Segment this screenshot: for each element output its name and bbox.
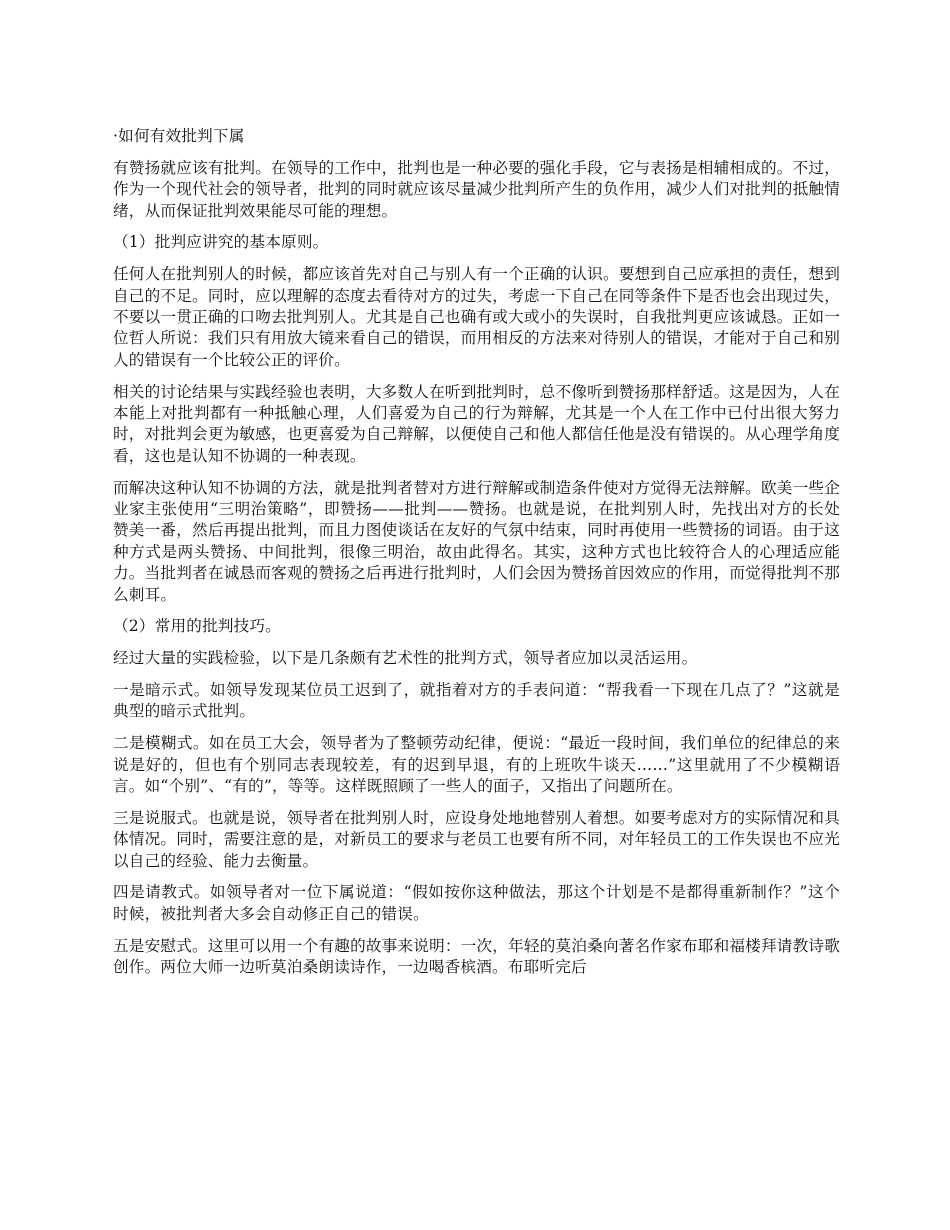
paragraph-principles: 任何人在批判别人的时候，都应该首先对自己与别人有一个正确的认识。要想到自己应承担的责任，想到自己的不足。同时，应以理解的态度去看待对方的过失，考虑一下自己在同等条件下是否也会出现过失，不要以一贯正确的口吻去批判别人。尤其是自己也确有或大或小的失误时，自我批判更应该诚恳。正如一位哲人所说：我们只有用放大镜来看自己的错误，而用相反的方法来对待别人的错误，才能对于自己和别人的错误有一个比较公正的评价。 [113,265,840,369]
paragraph-techniques-intro: 经过大量的实践检验，以下是几条颇有艺术性的批判方式，领导者应加以灵活运用。 [113,649,698,668]
paragraph-intro: 有赞扬就应该有批判。在领导的工作中，批判也是一种必要的强化手段，它与表扬是相辅相成的。不过，作为一个现代社会的领导者，批判的同时就应该尽量减少批判所产生的负作用，减少人们对批判的抵触情绪，从而保证批判效果能尽可能的理想。 [113,158,840,220]
paragraph-vague-style: 二是模糊式。如在员工大会，领导者为了整顿劳动纪律，便说：“最近一段时间，我们单位的纪律总的来说是好的，但也有个别同志表现较差，有的迟到早退，有的上班吹牛谈天……”这里就用了不少模糊语言。如“个别”、“有的”，等等。这样既照顾了一些人的面子，又指出了问题所在。 [113,734,840,796]
paragraph-sandwich-strategy: 而解决这种认知不协调的方法，就是批判者替对方进行辩解或制造条件使对方觉得无法辩解。欧美一些企业家主张使用“三明治策略”，即赞扬——批判——赞扬。也就是说，在批判别人时，先找出对方的长处赞美一番，然后再提出批判，而且力图使谈话在友好的气氛中结束，同时再使用一些赞扬的词语。由于这种方式是两头赞扬、中间批判，很像三明治，故由此得名。其实，这种方式也比较符合人的心理适应能力。当批判者在诚恳而客观的赞扬之后再进行批判时，人们会因为赞扬首因效应的作用，而觉得批判不那么刺耳。 [113,478,840,604]
paragraph-psychology: 相关的讨论结果与实践经验也表明，大多数人在听到批判时，总不像听到赞扬那样舒适。这是因为，人在本能上对批判都有一种抵触心理，人们喜爱为自己的行为辩解，尤其是一个人在工作中已付出很大努力时，对批判会更为敏感，也更喜爱为自己辩解，以便使自己和他人都信任他是没有错误的。从心理学角度看，这也是认知不协调的一种表现。 [113,382,840,465]
paragraph-persuasion-style: 三是说服式。也就是说，领导者在批判别人时，应设身处地地替别人着想。如要考虑对方的实际情况和具体情况。同时，需要注意的是，对新员工的要求与老员工也要有所不同，对年轻员工的工作失误也不应光以自己的经验、能力去衡量。 [113,808,840,870]
section-heading-techniques: （2）常用的批判技巧。 [113,617,282,636]
document-title: ·如何有效批判下属 [113,127,245,145]
paragraph-consult-style: 四是请教式。如领导者对一位下属说道：“假如按你这种做法，那这个计划是不是都得重新制作？”这个时候，被批判者大多会自动修正自己的错误。 [113,883,840,923]
section-heading-principles: （1）批判应讲究的基本原则。 [113,233,329,252]
document-body [113,126,840,989]
paragraph-comfort-style: 五是安慰式。这里可以用一个有趣的故事来说明：一次，年轻的莫泊桑向著名作家布耶和福楼拜请教诗歌创作。两位大师一边听莫泊桑朗读诗作，一边喝香槟酒。布耶听完后 [113,936,840,977]
paragraph-hint-style: 一是暗示式。如领导发现某位员工迟到了，就指着对方的手表问道：“帮我看一下现在几点了？”这就是典型的暗示式批判。 [113,681,840,721]
